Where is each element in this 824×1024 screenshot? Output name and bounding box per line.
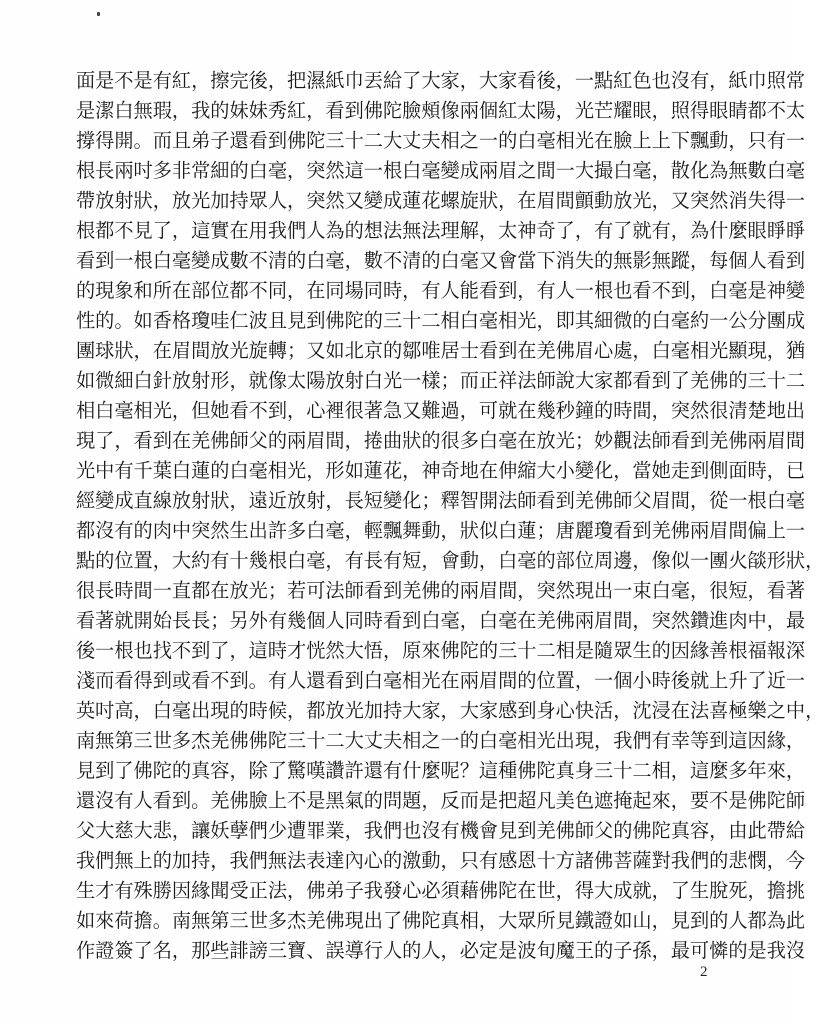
- text-line: 如微細白針放射形，就像太陽放射白光一樣；而正祥法師說大家都看到了羌佛的三十二: [76, 369, 806, 392]
- body-text: [76, 66, 824, 966]
- text-line: 作證簽了名，那些誹謗三寶、誤導行人的人，必定是波旬魔王的子孫，最可憐的是我沒: [76, 939, 806, 962]
- scan-speck: [97, 12, 100, 16]
- text-line: 生才有殊勝因緣聞受正法，佛弟子我發心必須藉佛陀在世，得大成就，了生脫死，擔挑: [76, 879, 806, 902]
- text-line: 點的位置，大約有十幾根白毫，有長有短，會動，白毫的部位周邊，像似一團火燄形狀，: [76, 549, 824, 572]
- text-line: 我們無上的加持，我們無法表達內心的激動，只有感恩十方諸佛菩薩對我們的悲憫，今: [76, 849, 806, 872]
- text-line: 還沒有人看到。羌佛臉上不是黑氣的問題，反而是把超凡美色遮掩起來，要不是佛陀師: [76, 789, 806, 812]
- text-line: 相白毫相光，但她看不到，心裡很著急又難過，可就在幾秒鐘的時間，突然很清楚地出: [76, 399, 806, 422]
- text-line: 都沒有的肉中突然生出許多白毫，輕飄舞動，狀似白蓮；唐麗瓊看到羌佛兩眉間偏上一: [76, 519, 806, 542]
- text-line: 撐得開。而且弟子還看到佛陀三十二大丈夫相之一的白毫相光在臉上上下飄動，只有一: [76, 129, 806, 152]
- text-line: 性的。如香格瓊哇仁波且見到佛陀的三十二相白毫相光，即其細微的白毫約一公分團成: [76, 309, 806, 332]
- text-line: 如來荷擔。南無第三世多杰羌佛現出了佛陀真相，大眾所見鐵證如山，見到的人都為此: [76, 909, 806, 932]
- text-line: 團球狀，在眉間放光旋轉；又如北京的鄒唯居士看到在羌佛眉心處，白毫相光顯現，猶: [76, 339, 806, 362]
- page-number: 2: [700, 964, 708, 980]
- text-line: 父大慈大悲，讓妖孽們少遭罪業，我們也沒有機會見到羌佛師父的佛陀真容，由此帶給: [76, 819, 806, 842]
- text-line: 英吋高，白毫出現的時候，都放光加持大家，大家感到身心快活，沈浸在法喜極樂之中，: [76, 699, 824, 722]
- text-line: 很長時間一直都在放光；若可法師看到羌佛的兩眉間，突然現出一束白毫，很短，看著: [76, 579, 806, 602]
- text-line: 後一根也找不到了，這時才恍然大悟，原來佛陀的三十二相是隨眾生的因緣善根福報深: [76, 639, 806, 662]
- text-line: 根都不見了，這實在用我們人為的想法無法理解，太神奇了，有了就有，為什麼眼睜睜: [76, 219, 806, 242]
- text-line: 光中有千葉白蓮的白毫相光，形如蓮花，神奇地在伸縮大小變化，當她走到側面時，已: [76, 459, 806, 482]
- text-line: 看著就開始長長；另外有幾個人同時看到白毫，白毫在羌佛兩眉間，突然鑽進肉中，最: [76, 609, 806, 632]
- text-line: 南無第三世多杰羌佛佛陀三十二大丈夫相之一的白毫相光出現，我們有幸等到這因緣，: [76, 729, 806, 752]
- text-line: 看到一根白毫變成數不清的白毫，數不清的白毫又會當下消失的無影無蹤，每個人看到: [76, 249, 806, 272]
- text-line: 是潔白無瑕，我的妹妹秀紅，看到佛陀臉頰像兩個紅太陽，光芒耀眼，照得眼睛都不太: [76, 99, 806, 122]
- text-line: 見到了佛陀的真容，除了驚嘆讚許還有什麼呢？這種佛陀真身三十二相，這麼多年來，: [76, 759, 806, 782]
- text-line: 的現象和所在部位都不同，在同場同時，有人能看到，有人一根也看不到，白毫是神變: [76, 279, 806, 302]
- text-line: 現了，看到在羌佛師父的兩眉間，捲曲狀的很多白毫在放光；妙觀法師看到羌佛兩眉間: [76, 429, 806, 452]
- text-line: 淺而看得到或看不到。有人還看到白毫相光在兩眉間的位置，一個小時後就上升了近一: [76, 669, 806, 692]
- text-line: 帶放射狀，放光加持眾人，突然又變成蓮花螺旋狀，在眉間顫動放光，又突然消失得一: [76, 189, 806, 212]
- text-line: 根長兩吋多非常細的白毫，突然這一根白毫變成兩眉之間一大撮白毫，散化為無數白毫: [76, 159, 806, 182]
- text-line: 面是不是有紅，擦完後，把濕紙巾丟給了大家，大家看後，一點紅色也沒有，紙巾照常: [76, 69, 806, 92]
- text-line: 經變成直線放射狀，遠近放射，長短變化；釋智開法師看到羌佛師父眉間，從一根白毫: [76, 489, 806, 512]
